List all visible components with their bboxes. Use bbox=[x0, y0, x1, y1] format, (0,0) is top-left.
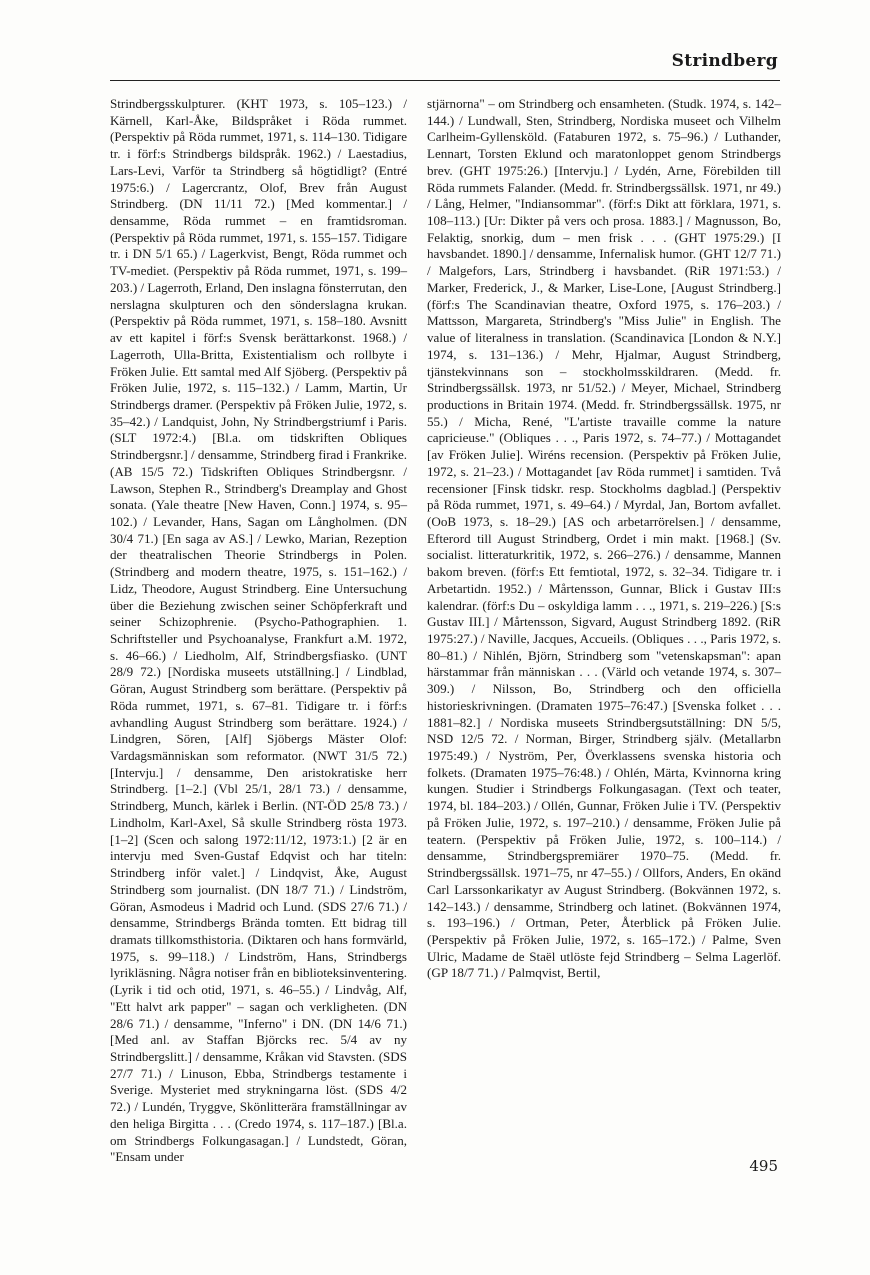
page-number: 495 bbox=[749, 1157, 778, 1175]
running-title: Strindberg bbox=[671, 51, 778, 71]
bibliography-column-right bbox=[427, 96, 781, 982]
bibliography-text-left: Strindbergsskulpturer. (KHT 1973, s. 105–123.) / Kärnell, Karl-Åke, Bildspråket i Röda rummet. (Perspektiv på Röda rummet, 1971, s. 114–130. Tidigare tr. i förf:s Strindbergs bildspråk. 1962.) / Laestadius, Lars-Levi, Varför ta Strindberg så högtidligt? (Entré 1975:6.) / Lagercrantz, Olof, Brev från August Strindberg. (DN 11/11 72.) [Med kommentar.] / densamme, Röda rummet – en framtidsroman. (Perspektiv på Röda rummet, 1971, s. 155–157. Tidigare tr. i DN 5/1 65.) / Lagerkvist, Bengt, Röda rummet och TV-mediet. (Perspektiv på Röda rummet, 1971, s. 199–203.) / Lagerroth, Erland, Den inslagna fönsterrutan, den nerslagna skulpturen och den sönderslagna krukan. (Perspektiv på Röda rummet, 1971, s. 158–180. Avsnitt av ett kapitel i förf:s Svensk berättarkonst. 1968.) / Lagerroth, Ulla-Britta, Existentialism och rollbyte i Fröken Julie. Ett samtal med Alf Sjöberg. (Perspektiv på Fröken Julie, 1972, s. 115–132.) / Lamm, Martin, Ur Strindbergs dramer. (Perspektiv på Fröken Julie, 1972, s. 35–42.) / Landquist, John, Ny Strindbergstriumf i Paris. (SLT 1972:4.) [Bl.a. om tidskriften Obliques Strindbergsnr.] / densamme, Strindberg firad i Frankrike. (AB 15/5 72.) Tidskriften Obliques Strindbergsnr. / Lawson, Stephen R., Strindberg's Dreamplay and Ghost sonata. (Yale theatre [New Haven, Conn.] 1974, s. 95–102.) / Levander, Hans, Sagan om Långholmen. (DN 30/4 71.) [En saga av AS.] / Lewko, Marian, Rezeption der theatralischen Theorie Strindbergs in Polen. (Strindberg and modern theatre, 1975, s. 151–162.) / Lidz, Theodore, August Strindberg. Eine Untersuchung über die Beziehung zwischen seiner Schöpferkraft und seiner Schizophrenie. (Psycho-Pathographien. 1. Schriftsteller und Psychoanalyse, Frankfurt a.M. 1972, s. 46–66.) / Liedholm, Alf, Strindbergsfiasko. (UNT 28/9 72.) [Nordiska museets utställning.] / Lindblad, Göran, August Strindberg som berättare. (Perspektiv på Röda rummet, 1971, s. 67–81. Tidigare tr. i förf:s avhandling August Strindberg som berättare. 1924.) / Lindgren, Sören, [Alf] Sjöbergs Mäster Olof: Vardagsmänniskan som reformator. (NWT 31/5 72.) [Intervju.] / densamme, Den aristokratiske herr Strindberg. [1–2.] (Vbl 25/1, 28/1 73.) / densamme, Strindberg, Munch, kärlek i Berlin. (NT-ÖD 25/8 73.) / Lindholm, Karl-Axel, Så skulle Strindberg rösta 1973. [1–2] (Scen och salong 1972:11/12, 1973:1.) [2 är en intervju med Sven-Gustaf Edqvist och har titeln: Strindberg inför valet.] / Lindqvist, Åke, August Strindberg som journalist. (DN 18/7 71.) / Lindström, Göran, Asmodeus i Madrid och Lund. (SDS 27/6 71.) / densamme, Strindbergs Brända tomten. Ett bidrag till dramats tillkomsthistoria. (Diktaren och hans formvärld, 1975, s. 99–118.) / Lindström, Hans, Strindbergs lyrikläsning. Några notiser från en biblioteksinventering. (Lyrik i tid och otid, 1971, s. 46–55.) / Lindvåg, Alf, "Ett halvt ark papper" – sagan och verkligheten. (DN 28/6 71.) / densamme, "Inferno" i DN. (DN 14/6 71.) [Med anl. av Staffan Björcks rec. 5/4 av ny Strindbergslitt.] / densamme, Kråkan vid Stavsten. (SDS 27/7 71.) / Linuson, Ebba, Strindbergs testamente i Sverige. Mysteriet med strykningarna löst. (SDS 4/2 72.) / Lundén, Tryggve, Skönlitterära framställningar av den heliga Birgitta . . . (Credo 1974, s. 117–187.) [Bl.a. om Strindbergs Folkungasagan.] / Lundstedt, Göran, "Ensam under bbox=[110, 96, 408, 1165]
bibliography-column-left bbox=[110, 96, 407, 1166]
bibliography-text-right: stjärnorna" – om Strindberg och ensamheten. (Studk. 1974, s. 142–144.) / Lundwall, Sten, Strindberg, Nordiska museet och Vilhelm Carlheim-Gyllensköld. (Fataburen 1972, s. 75–96.) / Luthander, Lennart, Torsten Eklund och maratonloppet genom Strindbergs brev. (GHT 1975:26.) [Intervju.] / Lydén, Arne, Förebilden till Röda rummets Falander. (Medd. fr. Strindbergssällsk. 1971, nr 49.) / Lång, Helmer, "Indiansommar". (förf:s Dikt att förklara, 1971, s. 108–113.) [Ur: Dikter på vers och prosa. 1883.] / Magnusson, Bo, Felaktig, snorkig, dum – men frisk . . . (GHT 1975:29.) [I havsbandet. 1890.] / densamme, Infernalisk humor. (GHT 12/7 71.) / Malgefors, Lars, Strindberg i havsbandet. (RiR 1971:53.) / Marker, Frederick, J., & Marker, Lise-Lone, [August Strindberg.] (förf:s The Scandinavian theatre, Oxford 1975, s. 176–203.) / Mattsson, Margareta, Strindberg's "Miss Julie" in English. The value of literalness in translation. (Scandinavica [London & N.Y.] 1974, s. 131–136.) / Mehr, Hjalmar, August Strindberg, tjänstekvinnans son – stockholmsskildraren. (Medd. fr. Strindbergssällsk. 1973, nr 51/52.) / Meyer, Michael, Strindberg productions in Britain 1974. (Medd. fr. Strindbergssällsk. 1975, nr 55.) / Micha, René, "L'artiste travaille comme la nature capricieuse." (Obliques . . ., Paris 1972, s. 74–77.) / Mottagandet [av Fröken Julie]. Wiréns recension. (Perspektiv på Fröken Julie, 1972, s. 21–23.) / Mottagandet [av Röda rummet] i samtiden. Två recensioner [Finsk tidskr. resp. Stockholms dagblad.] (Perspektiv på Röda rummet, 1971, s. 49–64.) / Myrdal, Jan, Bortom avfallet. (OoB 1973, s. 18–29.) [AS och arbetarrörelsen.] / densamme, Efterord till August Strindberg, Ordet i min makt. [1968.] (Sv. socialist. litteraturkritik, 1972, s. 266–276.) / densamme, Mannen bakom breven. (förf:s Ett femtiotal, 1972, s. 32–34. Tidigare tr. i Arbetartidn. 1952.) / Mårtensson, Gunnar, Blick i Gustav III:s kalendrar. (förf:s Du – oskyldiga lamm . . ., 1971, s. 219–226.) [S:s Gustav III.] / Mårtensson, Sigvard, August Strindberg 1892. (RiR 1975:27.) / Naville, Jacques, Accueils. (Obliques . . ., Paris 1972, s. 80–81.) / Nihlén, Björn, Strindberg som "vetenskapsman": apan härstammar från människan . . . (Värld och vetande 1974, s. 307–309.) / Nilsson, Bo, Strindberg och den officiella historieskrivningen. (Dramaten 1975–76:47.) [Svenska folket . . . 1881–82.] / Nordiska museets Strindbergsutställning: DN 5/5, NSD 12/5 72. / Norman, Birger, Strindberg själv. (Metallarbn 1975:49.) / Nyström, Per, Överklassens svenska historia och folkets. (Dramaten 1975–76:48.) / Ohlén, Märta, Kvinnorna kring kungen. Studier i Strindbergs Folkungasagan. (Text och teater, 1974, bl. 184–203.) / Ollén, Gunnar, Fröken Julie i TV. (Perspektiv på Fröken Julie, 1972, s. 197–210.) / densamme, Fröken Julie på teatern. (Perspektiv på Fröken Julie, 1972, s. 100–114.) / densamme, Strindbergspremiärer 1970–75. (Medd. fr. Strindbergssällsk. 1971–75, nr 47–55.) / Ollfors, Anders, En okänd Carl Larssonkarikatyr av August Strindberg. (Bokvännen 1972, s. 142–143.) / densamme, Strindberg och latinet. (Bokvännen 1974, s. 193–196.) / Ortman, Peter, Återblick på Fröken Julie. (Perspektiv på Fröken Julie, 1972, s. 165–172.) / Palme, Sven Ulric, Madame de Staël utlöste fejd Strindberg – Selma Lagerlöf. (GP 18/7 71.) / Palmqvist, Bertil, bbox=[427, 96, 781, 981]
header-rule bbox=[110, 80, 780, 81]
